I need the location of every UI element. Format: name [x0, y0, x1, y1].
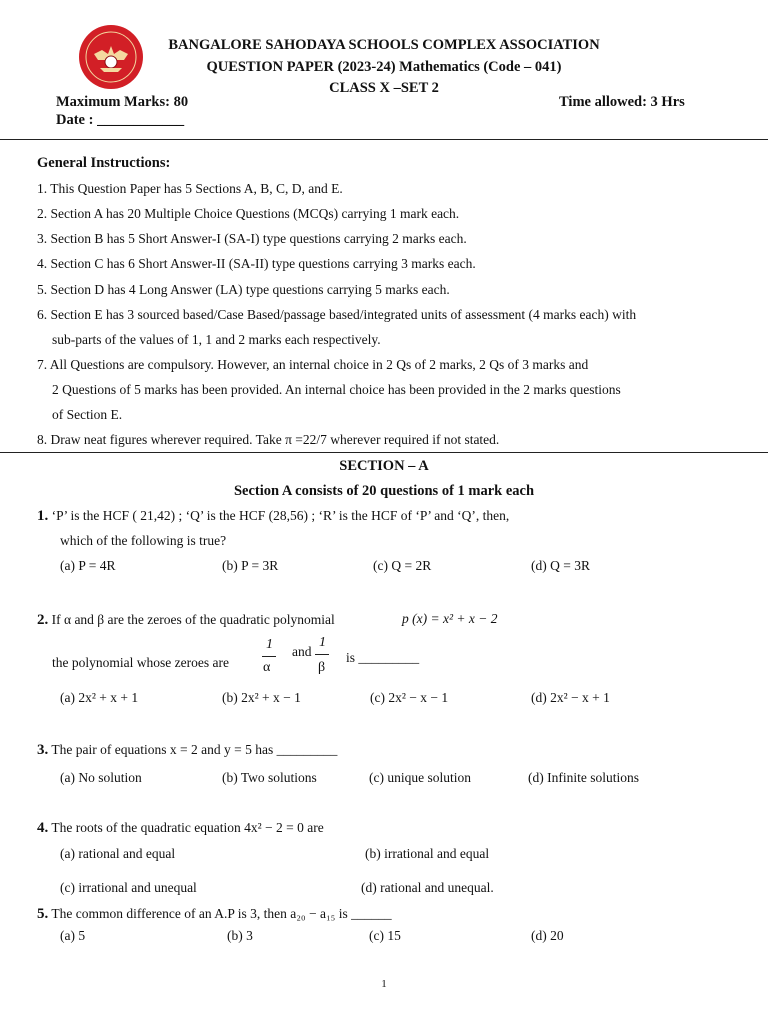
fraction-1-numerator: 1 [266, 637, 273, 652]
q4-option-b: (b) irrational and equal [365, 846, 490, 861]
instruction-line: 5. Section D has 4 Long Answer (LA) type questions carrying 5 marks each. [37, 282, 450, 297]
question-1 [37, 508, 509, 525]
header-divider [0, 139, 768, 140]
q5-option-b: (b) 3 [227, 928, 253, 943]
question-number: 2. [37, 612, 49, 628]
fraction-bar [315, 654, 329, 655]
page-number: 1 [381, 978, 387, 990]
paper-title: QUESTION PAPER (2023-24) Mathematics (Code – 041) [206, 59, 562, 75]
question-number: 1. [37, 508, 49, 524]
q5-option-d: (d) 20 [531, 928, 564, 943]
q5-option-a: (a) 5 [60, 928, 86, 943]
instructions-title: General Instructions: [37, 155, 171, 171]
q5-option-c: (c) 15 [369, 928, 401, 943]
question-2-text-2: the polynomial whose zeroes are [52, 655, 229, 670]
question-2 [37, 612, 335, 629]
section-title: SECTION – A [339, 458, 429, 474]
instruction-line: 1. This Question Paper has 5 Sections A, B, C, D, and E. [37, 181, 343, 196]
class-title: CLASS X –SET 2 [329, 80, 439, 96]
instruction-line: 8. Draw neat figures wherever required. Take π =22/7 wherever required if not stated. [37, 432, 500, 447]
and-text: and [292, 644, 312, 659]
question-text: ‘P’ is the HCF ( 21,42) ; ‘Q’ is the HCF (28,56) ; ‘R’ is the HCF of ‘P’ and ‘Q’, then, [51, 508, 510, 523]
q2-option-b: (b) 2x² + x − 1 [222, 690, 301, 705]
q3-option-b: (b) Two solutions [222, 770, 317, 785]
question-3 [37, 742, 337, 759]
q1-option-b: (b) P = 3R [222, 558, 279, 573]
q4-option-c: (c) irrational and unequal [60, 880, 197, 895]
q1-option-c: (c) Q = 2R [373, 558, 432, 573]
question-1-text-2: which of the following is true? [60, 533, 227, 548]
question-number: 4. [37, 820, 49, 836]
instruction-line: 6. Section E has 3 sourced based/Case Based/passage based/integrated units of assessment (4 marks each) with [37, 307, 637, 322]
instructions-divider [0, 452, 768, 453]
is-blank: is _________ [346, 650, 420, 665]
instruction-line: of Section E. [52, 407, 123, 422]
q3-option-a: (a) No solution [60, 770, 142, 785]
instruction-line: 7. All Questions are compulsory. However, an internal choice in 2 Qs of 2 marks, 2 Qs of 3 marks and [37, 357, 589, 372]
instruction-line: sub-parts of the values of 1, 1 and 2 marks each respectively. [52, 332, 381, 347]
fraction-2-denominator: β [318, 660, 326, 675]
instruction-line: 2 Questions of 5 marks has been provided. An internal choice has been provided in the 2 marks questions [52, 382, 621, 397]
section-subtitle: Section A consists of 20 questions of 1 mark each [233, 483, 535, 499]
fraction-2-numerator: 1 [319, 635, 326, 650]
instruction-line: 4. Section C has 6 Short Answer-II (SA-II) type questions carrying 3 marks each. [37, 256, 476, 271]
q2-option-d: (d) 2x² − x + 1 [531, 690, 610, 705]
question-text: The common difference of an A.P is 3, then a₂₀ − a₁₅ is ______ [51, 906, 392, 921]
question-4 [37, 820, 324, 837]
question-number: 5. [37, 906, 49, 922]
polynomial-expression: p (x) = x² + x − 2 [402, 611, 498, 626]
time-allowed: Time allowed: 3 Hrs [559, 94, 685, 110]
instruction-line: 3. Section B has 5 Short Answer-I (SA-I) type questions carrying 2 marks each. [37, 231, 467, 246]
instruction-line: 2. Section A has 20 Multiple Choice Questions (MCQs) carrying 1 mark each. [37, 206, 460, 221]
question-5 [37, 906, 392, 923]
max-marks: Maximum Marks: 80 [56, 94, 189, 110]
date-field: Date : ____________ [56, 112, 185, 128]
q1-option-d: (d) Q = 3R [531, 558, 590, 573]
question-text: The pair of equations x = 2 and y = 5 has _________ [51, 742, 338, 757]
q3-option-c: (c) unique solution [369, 770, 471, 785]
q4-option-d: (d) rational and unequal. [361, 880, 494, 895]
question-text: The roots of the quadratic equation 4x² − 2 = 0 are [51, 820, 324, 835]
q2-option-c: (c) 2x² − x − 1 [370, 690, 449, 705]
q4-option-a: (a) rational and equal [60, 846, 176, 861]
q3-option-d: (d) Infinite solutions [528, 770, 639, 785]
fraction-bar [262, 656, 276, 657]
fraction-1-denominator: α [263, 660, 271, 675]
q2-option-a: (a) 2x² + x + 1 [60, 690, 139, 705]
org-title: BANGALORE SAHODAYA SCHOOLS COMPLEX ASSOCIATION [168, 37, 600, 53]
question-number: 3. [37, 742, 49, 758]
question-text: If α and β are the zeroes of the quadratic polynomial [51, 612, 335, 627]
q1-option-a: (a) P = 4R [60, 558, 116, 573]
